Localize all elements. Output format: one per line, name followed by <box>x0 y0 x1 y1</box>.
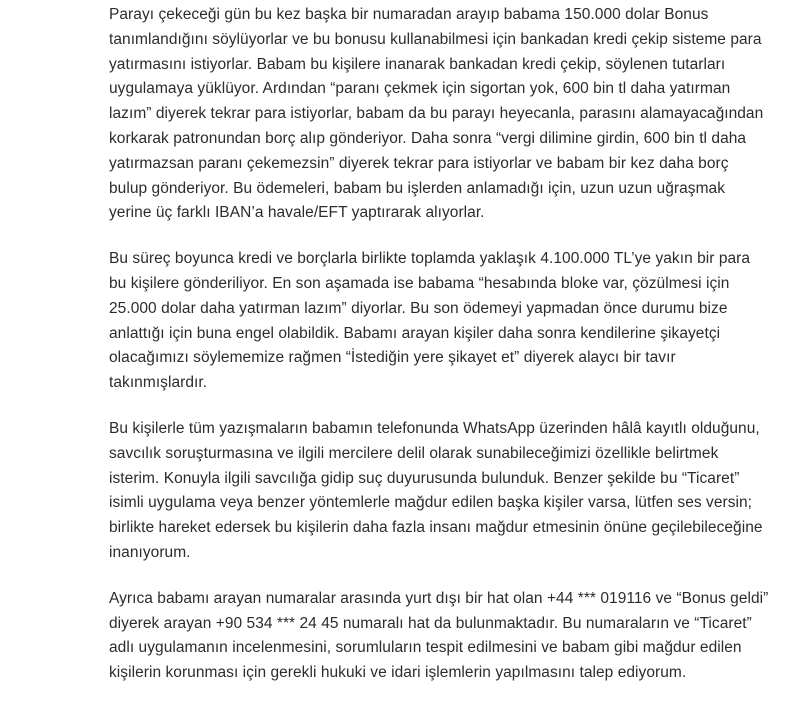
article-paragraph-1: Parayı çekeceği gün bu kez başka bir numaradan arayıp babama 150.000 dolar Bonus tanımlandığını söylüyorlar ve bu bonusu kullanabilmesi için bankadan kredi çekip sisteme para yatırmasını istiyorlar. Babam bu kişilere inanarak bankadan kredi çekip, söylenen tutarları uygulamaya yüklüyor. Ardından “paranı çekmek için sigortan yok, 600 bin tl daha yatırman lazım” diyerek tekrar para istiyorlar, babam da bu parayı heyecanla, parasını alamayacağından korkarak patronundan borç alıp gönderiyor. Daha sonra “vergi dilimine girdin, 600 bin tl daha yatırmazsan paranı çekemezsin” diyerek tekrar para istiyorlar ve babam bir kez daha borç bulup gönderiyor. Bu ödemeleri, babam bu işlerden anlamadığı için, uzun uzun uğraşmak yerine üç farklı IBAN’a havale/EFT yaptırarak alıyorlar. <box>109 6 764 222</box>
article-body <box>109 3 769 707</box>
article-paragraph-3: Bu kişilerle tüm yazışmaların babamın telefonunda WhatsApp üzerinden hâlâ kayıtlı olduğunu, savcılık soruşturmasına ve ilgili mercilere delil olarak sunabileceğimizi özellikle belirtmek isterim. Konuyla ilgili savcılığa gidip suç duyurusunda bulunduk. Benzer şekilde bu “Ticaret” isimli uygulama veya benzer yöntemlerle mağdur edilen başka kişiler varsa, lütfen ses versin; birlikte hareket edersek bu kişilerin daha fazla insanı mağdur etmesinin önüne geçilebileceğine inanıyorum. <box>109 419 763 561</box>
article-paragraph-2: Bu süreç boyunca kredi ve borçlarla birlikte toplamda yaklaşık 4.100.000 TL’ye yakın bir para bu kişilere gönderiliyor. En son aşamada ise babama “hesabında bloke var, çözülmesi için 25.000 dolar daha yatırman lazım” diyorlar. Bu son ödemeyi yapmadan önce durumu bize anlattığı için buna engel olabildik. Babamı arayan kişiler daha sonra kendilerine şikayetçi olacağımızı söylememize rağmen “İstediğin yere şikayet et” diyerek alaycı bir tavır takınmışlardır. <box>109 250 751 392</box>
article-paragraph-4: Ayrıca babamı arayan numaralar arasında yurt dışı bir hat olan +44 *** 019116 ve “Bonus geldi” diyerek arayan +90 534 *** 24 45 numaralı hat da bulunmaktadır. Bu numaraların ve “Ticaret” adlı uygulamanın incelenmesini, sorumluların tespit edilmesini ve babam gibi mağdur edilen kişilerin korunması için gerekli hukuki ve idari işlemlerin yapılmasını talep ediyorum. <box>109 589 769 682</box>
